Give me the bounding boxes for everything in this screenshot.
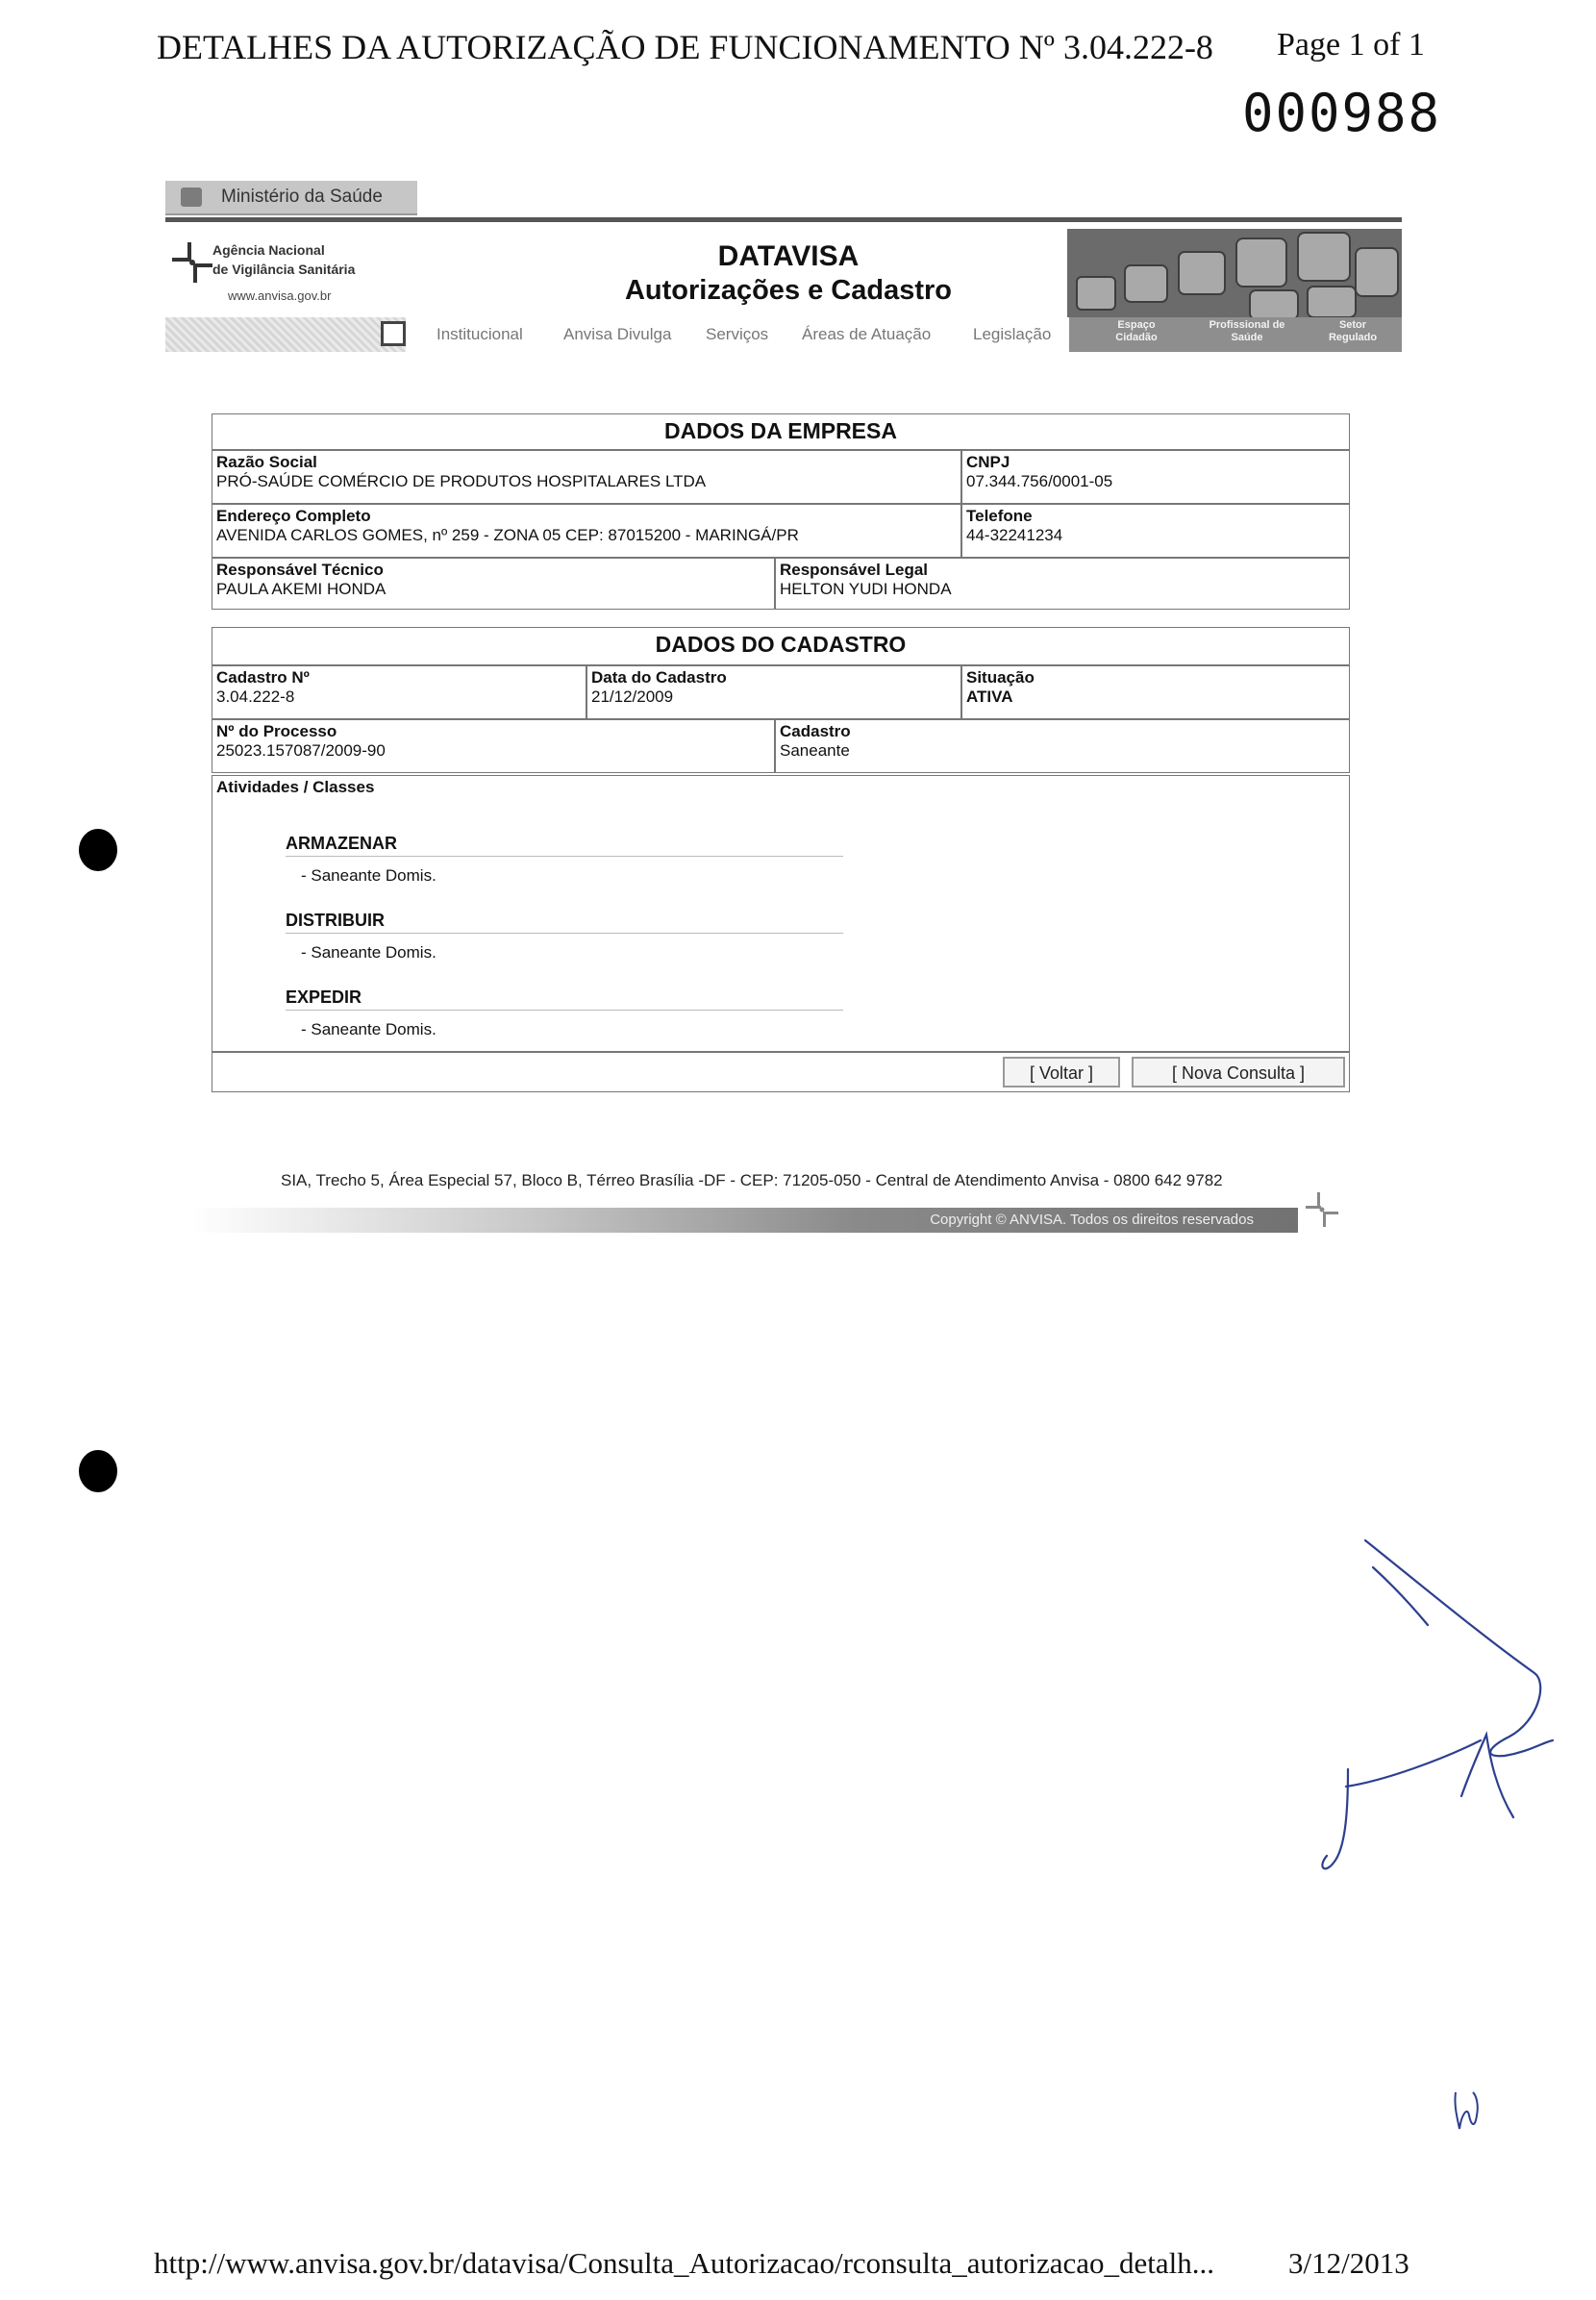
- nav-profissional-saude[interactable]: Profissional de Saúde: [1209, 319, 1285, 343]
- cadastro-tipo-label: Cadastro: [780, 722, 851, 740]
- agency-logo[interactable]: [168, 238, 418, 306]
- telefone-value: 44-32241234: [966, 526, 1063, 544]
- telefone-label: Telefone: [966, 507, 1033, 525]
- data-cadastro-value: 21/12/2009: [591, 688, 674, 706]
- processo-field: [212, 719, 775, 773]
- punch-hole: [79, 1450, 117, 1492]
- data-cadastro-label: Data do Cadastro: [591, 668, 727, 687]
- responsavel-legal-label: Responsável Legal: [780, 561, 929, 579]
- print-url: http://www.anvisa.gov.br/datavisa/Consulta_Autorizacao/rconsulta_autorizacao_detalh...: [154, 2246, 1215, 2280]
- endereco-label: Endereço Completo: [216, 507, 371, 525]
- empresa-section-header: [212, 413, 1350, 450]
- nav-setor-regulado[interactable]: Setor Regulado: [1328, 319, 1378, 343]
- responsavel-legal-value: HELTON YUDI HONDA: [780, 580, 952, 598]
- nav-espaco-cidadao[interactable]: Espaço Cidadão: [1115, 319, 1158, 343]
- nav-right-panel: [1069, 317, 1402, 352]
- telefone-field: [961, 504, 1350, 558]
- ministry-shield-icon: [181, 188, 202, 207]
- nav-servicos[interactable]: Serviços: [706, 325, 769, 343]
- button-row: [212, 1052, 1350, 1092]
- cadastro-section-header: [212, 627, 1350, 665]
- nav-arrow-icon: [381, 321, 406, 346]
- print-date: 3/12/2013: [1288, 2246, 1409, 2280]
- handwritten-initials: [1448, 2087, 1486, 2135]
- agency-url[interactable]: www.anvisa.gov.br: [228, 288, 332, 303]
- razao-social-field: [212, 450, 961, 504]
- anvisa-cross-icon: [168, 238, 216, 287]
- cadastro-section-title: DADOS DO CADASTRO: [655, 632, 907, 657]
- activity-detail: - Saneante Domis.: [301, 1020, 436, 1038]
- responsavel-legal-field: [775, 558, 1350, 610]
- cadastro-tipo-field: [775, 719, 1350, 773]
- activity-detail: - Saneante Domis.: [301, 866, 436, 885]
- situacao-value: ATIVA: [966, 688, 1013, 706]
- header-divider: [165, 217, 1402, 222]
- nav-institucional[interactable]: Institucional: [436, 325, 523, 343]
- data-cadastro-field: [586, 665, 961, 719]
- cnpj-value: 07.344.756/0001-05: [966, 472, 1113, 490]
- cadastro-tipo-value: Saneante: [780, 741, 850, 760]
- print-title: DETALHES DA AUTORIZAÇÃO DE FUNCIONAMENTO Nº 3.04.222-8: [157, 28, 1213, 66]
- cnpj-label: CNPJ: [966, 453, 1010, 471]
- copyright-text: Copyright © ANVISA. Todos os direitos reservados: [930, 1212, 1254, 1228]
- activity-name: ARMAZENAR: [286, 834, 843, 857]
- cnpj-field: [961, 450, 1350, 504]
- responsavel-tecnico-label: Responsável Técnico: [216, 561, 384, 579]
- razao-social-value: PRÓ-SAÚDE COMÉRCIO DE PRODUTOS HOSPITALARES LTDA: [216, 472, 707, 490]
- empresa-section-title: DADOS DA EMPRESA: [664, 418, 897, 443]
- nav-areas-atuacao[interactable]: Áreas de Atuação: [802, 325, 932, 343]
- activity-name: DISTRIBUIR: [286, 911, 843, 934]
- punch-hole: [79, 829, 117, 871]
- ministry-label: Ministério da Saúde: [221, 187, 383, 207]
- activity-detail: - Saneante Domis.: [301, 943, 436, 962]
- situacao-field: [961, 665, 1350, 719]
- endereco-field: [212, 504, 961, 558]
- handwritten-signature: [1308, 1529, 1577, 1913]
- nova-consulta-button[interactable]: [ Nova Consulta ]: [1132, 1057, 1345, 1088]
- endereco-value: AVENIDA CARLOS GOMES, nº 259 - ZONA 05 CEP: 87015200 - MARINGÁ/PR: [216, 526, 799, 544]
- processo-label: Nº do Processo: [216, 722, 337, 740]
- cadastro-numero-field: [212, 665, 586, 719]
- agency-name-line2: de Vigilância Sanitária: [212, 262, 356, 277]
- atividades-box: [212, 775, 1350, 1052]
- ministry-bar[interactable]: [165, 181, 417, 215]
- activity-name: EXPEDIR: [286, 988, 843, 1011]
- nav-legislacao[interactable]: Legislação: [973, 325, 1052, 343]
- voltar-button[interactable]: [ Voltar ]: [1003, 1057, 1120, 1088]
- processo-value: 25023.157087/2009-90: [216, 741, 386, 760]
- navigation-bar: [165, 317, 1402, 352]
- nav-pattern: [165, 317, 406, 352]
- razao-social-label: Razão Social: [216, 453, 317, 471]
- copyright-bar: [192, 1208, 1298, 1233]
- agency-name-line1: Agência Nacional: [212, 242, 325, 258]
- footer-address: SIA, Trecho 5, Área Especial 57, Bloco B, Térreo Brasília -DF - CEP: 71205-050 - Central de Atendimento Anvisa - 0800 642 9782: [281, 1171, 1223, 1189]
- anvisa-mini-logo-icon: [1302, 1188, 1344, 1235]
- nav-anvisa-divulga[interactable]: Anvisa Divulga: [563, 325, 672, 343]
- stamp-number: 000988: [1242, 83, 1442, 143]
- cadastro-numero-label: Cadastro Nº: [216, 668, 310, 687]
- responsavel-tecnico-field: [212, 558, 775, 610]
- atividades-label: Atividades / Classes: [216, 778, 375, 796]
- cadastro-numero-value: 3.04.222-8: [216, 688, 295, 706]
- keyboard-banner-image: [1067, 229, 1402, 317]
- print-page-number: Page 1 of 1: [1277, 27, 1425, 62]
- responsavel-tecnico-value: PAULA AKEMI HONDA: [216, 580, 387, 598]
- situacao-label: Situação: [966, 668, 1035, 687]
- system-title: DATAVISA: [717, 240, 860, 272]
- system-subtitle: Autorizações e Cadastro: [624, 275, 953, 306]
